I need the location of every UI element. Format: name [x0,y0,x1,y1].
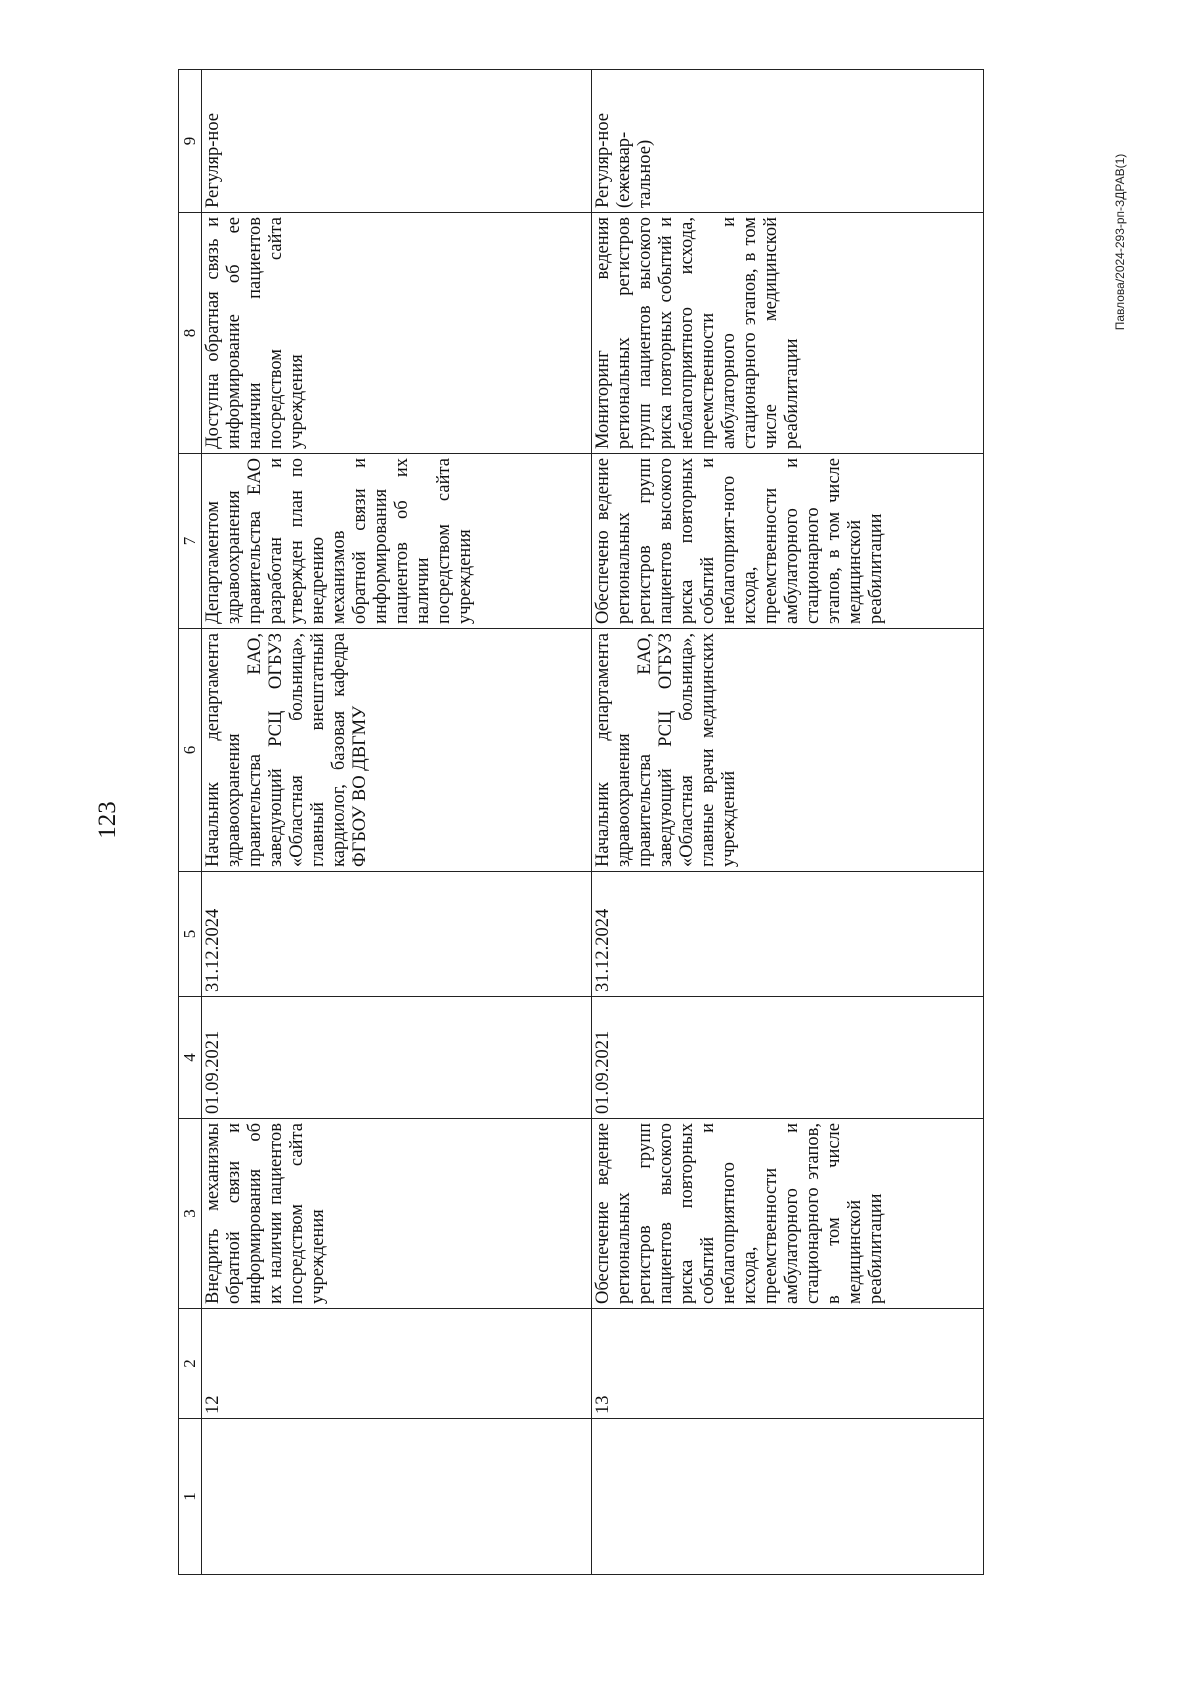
column-number: 9 [179,70,202,213]
column-number-row [179,70,202,1575]
column-number: 1 [179,1419,202,1575]
column-number: 5 [179,872,202,997]
cell-activity: Обеспечение ведение региональных регистров групп пациентов высокого риска повторных событий и неблагоприятного исхода, преемственности амбулаторного и стационарного этапов, в том числе медицинской реабилитации [592,1119,984,1309]
table-row [202,70,592,1575]
cell-responsible: Начальник департамента здравоохранения правительства ЕАО, заведующий РСЦ ОГБУЗ «Областная больница», главные врачи медицинских учреждений [592,629,984,872]
cell-end-date: 31.12.2024 [592,872,984,997]
cell-frequency: Регуляр-ное (ежеквар-тальное) [592,70,984,213]
cell-start-date: 01.09.2021 [592,997,984,1119]
column-number: 2 [179,1309,202,1419]
cell-result: Обеспечено ведение региональных регистров групп пациентов высокого риска повторных событий и неблагоприят-ного исхода, преемственности амбулаторного и стационарного этапов, в том числе медицинской реабилитации [592,454,984,629]
cell-item-number: 13 [592,1309,984,1419]
column-number: 3 [179,1119,202,1309]
cell-item-number: 12 [202,1309,592,1419]
column-number: 7 [179,454,202,629]
cell-indicator: Доступна обратная связь и информирование об ее наличии пациентов посредством сайта учреждения [202,213,592,454]
document-code: Павлова/2024-293-рп-ЗДРАВ(1) [1113,153,1127,331]
table-row [592,70,984,1575]
column-number: 4 [179,997,202,1119]
cell-start-date: 01.09.2021 [202,997,592,1119]
cell-responsible: Начальник департамента здравоохранения правительства ЕАО, заведующий РСЦ ОГБУЗ «Областная больница», главный внештатный кардиолог, базовая кафедра ФГБОУ ВО ДВГМУ [202,629,592,872]
cell-section [202,1419,592,1575]
cell-frequency: Регуляр-ное [202,70,592,213]
page-number: 123 [94,801,121,839]
cell-activity: Внедрить механизмы обратной связи и информирования об их наличии пациентов посредством сайта учреждения [202,1119,592,1309]
column-number: 8 [179,213,202,454]
cell-indicator: Мониторинг ведения региональных регистров групп пациентов высокого риска повторных событий и неблагоприятного исхода, преемственности амбулаторного и стационарного этапов, в том числе медицинской реабилитации [592,213,984,454]
rotated-table-frame [178,70,1003,1575]
column-number: 6 [179,629,202,872]
plan-table [178,69,984,1575]
cell-result: Департаментом здравоохранения правительства ЕАО разработан и утвержден план по внедрению механизмов обратной связи и информирования пациентов об их наличии посредством сайта учреждения [202,454,592,629]
cell-section [592,1419,984,1575]
cell-end-date: 31.12.2024 [202,872,592,997]
